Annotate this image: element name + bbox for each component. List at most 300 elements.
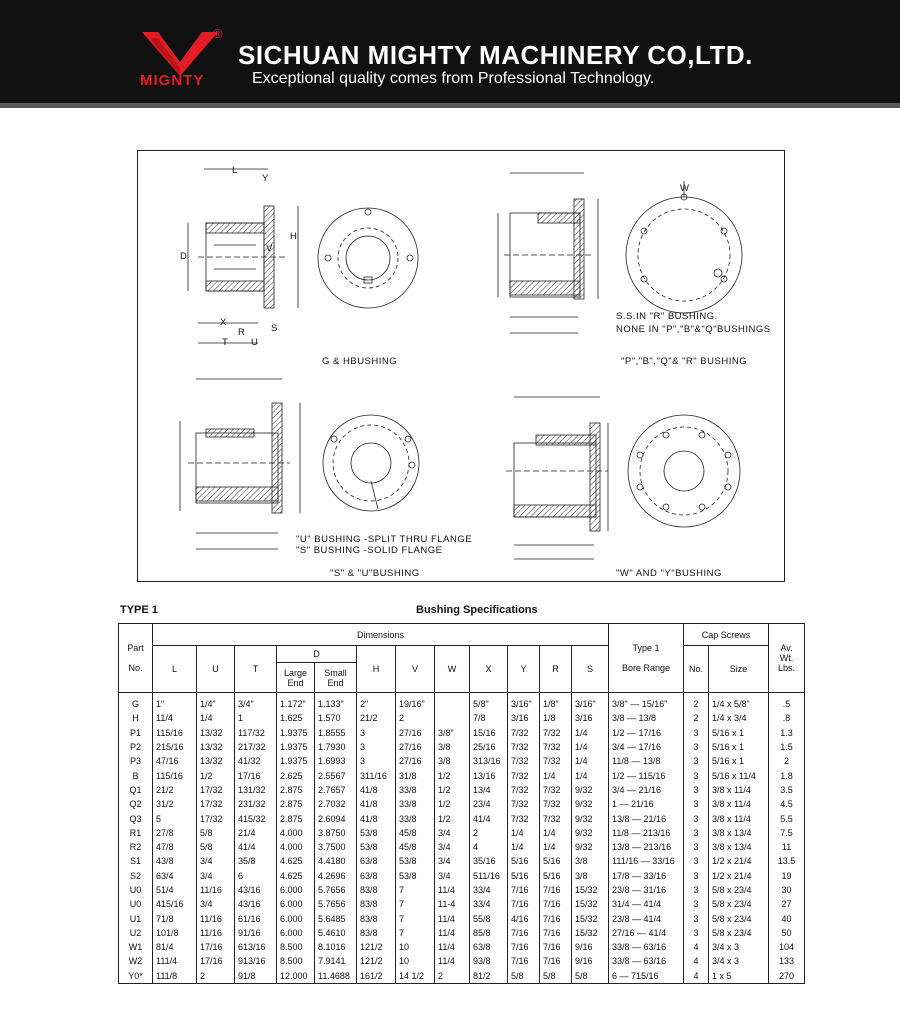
cell-l: 111/4	[153, 954, 197, 968]
cell-cap-no: 3	[684, 740, 709, 754]
table-row	[119, 783, 805, 797]
cell-l: 1"	[153, 693, 197, 712]
cell-w: 1/2	[435, 811, 470, 825]
cell-w: 11/4	[435, 926, 470, 940]
cell-part: Q2	[119, 797, 153, 811]
cell-cap-size: 1/2 x 21/4	[709, 854, 769, 868]
cell-part: P2	[119, 740, 153, 754]
cell-l: 47/16	[153, 754, 197, 768]
cell-weight: 1.8	[769, 768, 805, 782]
cell-part: S1	[119, 854, 153, 868]
table-row	[119, 811, 805, 825]
table-row	[119, 826, 805, 840]
cell-w: 3/4	[435, 840, 470, 854]
cell-d-small: 5.7656	[315, 897, 357, 911]
cell-weight: 3.5	[769, 783, 805, 797]
brand-wordmark: MIGNTY	[140, 72, 205, 89]
cell-cap-no: 3	[684, 897, 709, 911]
cell-cap-size: 3/8 x 11/4	[709, 811, 769, 825]
cell-h: 41/8	[357, 811, 396, 825]
cell-d-large: 1.172"	[277, 693, 315, 712]
cell-u: 1/2	[197, 768, 235, 782]
cell-v: 7	[396, 911, 435, 925]
header-l: L	[153, 646, 197, 693]
cell-bore-range: 17/8 — 33/16	[609, 869, 684, 883]
company-slogan: Exceptional quality comes from Professional Technology.	[252, 70, 655, 87]
cell-w: 1/2	[435, 797, 470, 811]
cell-h: 3	[357, 740, 396, 754]
cell-t: 91/16	[235, 926, 277, 940]
cell-bore-range: 3/4 — 21/16	[609, 783, 684, 797]
cell-bore-range: 23/8 — 41/4	[609, 911, 684, 925]
cell-part: W2	[119, 954, 153, 968]
header-d: D	[277, 646, 357, 663]
spec-table-body	[119, 693, 805, 984]
cell-d-small: 1.133"	[315, 693, 357, 712]
pbqr-note-1: S.S.IN "R" BUSHING.	[616, 311, 718, 322]
cell-u: 2	[197, 969, 235, 984]
cell-x: 7/8	[470, 711, 508, 725]
cell-h: 121/2	[357, 940, 396, 954]
header-bore-range: Bore Range	[622, 663, 671, 673]
cell-cap-size: 5/16 x 1	[709, 740, 769, 754]
cell-v: 7	[396, 883, 435, 897]
cell-r: 1/4	[540, 768, 572, 782]
cell-l: 27/8	[153, 826, 197, 840]
cell-h: 83/8	[357, 926, 396, 940]
cell-weight: 27	[769, 897, 805, 911]
cell-d-large: 4.000	[277, 840, 315, 854]
header-large-end: Large End	[277, 663, 315, 693]
cell-part: S2	[119, 869, 153, 883]
cell-d-small: 4.4180	[315, 854, 357, 868]
cell-u: 11/16	[197, 883, 235, 897]
cell-d-small: 2.7657	[315, 783, 357, 797]
cell-l: 101/8	[153, 926, 197, 940]
header-av: Av.	[780, 643, 793, 653]
cell-u: 11/16	[197, 926, 235, 940]
cell-bore-range: 33/8 — 63/16	[609, 954, 684, 968]
table-row	[119, 869, 805, 883]
header-w: W	[435, 646, 470, 693]
cell-w: 11/4	[435, 911, 470, 925]
cell-w: 2	[435, 969, 470, 984]
header-weight	[769, 624, 805, 693]
cell-d-small: 1.8555	[315, 726, 357, 740]
cell-s: 1/4	[572, 740, 609, 754]
cell-v: 10	[396, 940, 435, 954]
cell-r: 7/16	[540, 926, 572, 940]
cell-cap-size: 1 x 5	[709, 969, 769, 984]
cell-y: 7/32	[508, 726, 540, 740]
cell-s: 3/16"	[572, 693, 609, 712]
cell-x: 25/16	[470, 740, 508, 754]
cell-y: 5/8	[508, 969, 540, 984]
cell-cap-size: 5/8 x 23/4	[709, 883, 769, 897]
dim-label-l: L	[232, 165, 238, 176]
table-row	[119, 940, 805, 954]
cell-t: 21/4	[235, 826, 277, 840]
cell-v: 33/8	[396, 797, 435, 811]
cell-s: 9/32	[572, 797, 609, 811]
cell-weight: 11	[769, 840, 805, 854]
cell-part: H	[119, 711, 153, 725]
cell-h: 161/2	[357, 969, 396, 984]
cell-bore-range: 3/8" — 15/16"	[609, 693, 684, 712]
cell-r: 1/8"	[540, 693, 572, 712]
cell-y: 7/32	[508, 740, 540, 754]
cell-y: 7/16	[508, 897, 540, 911]
cell-cap-no: 3	[684, 797, 709, 811]
header-dimensions: Dimensions	[153, 624, 609, 646]
cell-t: 6	[235, 869, 277, 883]
pbqr-bushing-drawing	[498, 173, 742, 333]
cell-y: 3/16"	[508, 693, 540, 712]
cell-bore-range: 13/8 — 213/16	[609, 840, 684, 854]
cell-v: 7	[396, 897, 435, 911]
cell-part: B	[119, 768, 153, 782]
cell-bore-range: 6 — 715/16	[609, 969, 684, 984]
cell-l: 115/16	[153, 726, 197, 740]
cell-bore-range: 13/8 — 21/16	[609, 811, 684, 825]
header-part-no: No.	[128, 663, 143, 673]
cell-l: 11/4	[153, 711, 197, 725]
cell-weight: 7.5	[769, 826, 805, 840]
cell-u: 3/4	[197, 897, 235, 911]
cell-cap-size: 1/4 x 5/8"	[709, 693, 769, 712]
cell-cap-size: 3/4 x 3	[709, 954, 769, 968]
cell-weight: 30	[769, 883, 805, 897]
cell-weight: 270	[769, 969, 805, 984]
cell-l: 115/16	[153, 768, 197, 782]
cell-cap-no: 3	[684, 840, 709, 854]
cell-cap-no: 2	[684, 693, 709, 712]
cell-cap-no: 3	[684, 883, 709, 897]
cell-part: U2	[119, 926, 153, 940]
cell-w: 11/4	[435, 954, 470, 968]
cell-y: 1/4	[508, 826, 540, 840]
cell-d-large: 6.000	[277, 897, 315, 911]
cell-weight: .8	[769, 711, 805, 725]
cell-v: 33/8	[396, 811, 435, 825]
cell-cap-no: 4	[684, 969, 709, 984]
header-small-end: Small End	[315, 663, 357, 693]
cell-r: 7/32	[540, 797, 572, 811]
wy-bushing-drawing	[506, 397, 740, 559]
cell-r: 7/16	[540, 911, 572, 925]
cell-d-small: 1.7930	[315, 740, 357, 754]
pbqr-note-2: NONE IN "P","B"&"Q"BUSHINGS	[616, 324, 771, 335]
cell-w	[435, 711, 470, 725]
cell-x: 511/16	[470, 869, 508, 883]
cell-t: 91/8	[235, 969, 277, 984]
cell-s: 9/32	[572, 783, 609, 797]
cell-t: 3/4"	[235, 693, 277, 712]
cell-s: 9/32	[572, 826, 609, 840]
cell-t: 131/32	[235, 783, 277, 797]
bushing-drawings-panel	[137, 150, 785, 582]
cell-x: 93/8	[470, 954, 508, 968]
cell-l: 31/2	[153, 797, 197, 811]
cell-v: 10	[396, 954, 435, 968]
cell-d-large: 1.9375	[277, 726, 315, 740]
cell-bore-range: 27/16 — 41/4	[609, 926, 684, 940]
cell-d-small: 5.4610	[315, 926, 357, 940]
cell-h: 83/8	[357, 883, 396, 897]
cell-v: 27/16	[396, 754, 435, 768]
cell-l: 63/4	[153, 869, 197, 883]
cell-d-large: 2.875	[277, 783, 315, 797]
cell-h: 21/2	[357, 711, 396, 725]
dim-label-u: U	[251, 337, 259, 348]
header-x: X	[470, 646, 508, 693]
cell-v: 7	[396, 926, 435, 940]
cell-t: 43/16	[235, 897, 277, 911]
cell-t: 1	[235, 711, 277, 725]
cell-part: U1	[119, 911, 153, 925]
cell-cap-no: 3	[684, 826, 709, 840]
cell-x: 35/16	[470, 854, 508, 868]
cell-h: 83/8	[357, 911, 396, 925]
cell-h: 53/8	[357, 826, 396, 840]
table-row	[119, 768, 805, 782]
cell-u: 17/32	[197, 783, 235, 797]
table-row	[119, 726, 805, 740]
cell-d-small: 1.570	[315, 711, 357, 725]
cell-s: 9/32	[572, 811, 609, 825]
dim-label-s: S	[271, 323, 278, 334]
cell-u: 5/8	[197, 826, 235, 840]
dim-label-y: Y	[262, 173, 269, 184]
cell-s: 1/4	[572, 726, 609, 740]
cell-weight: 50	[769, 926, 805, 940]
cell-r: 1/8	[540, 711, 572, 725]
cell-cap-no: 3	[684, 726, 709, 740]
cell-part: Q3	[119, 811, 153, 825]
cell-d-small: 8.1016	[315, 940, 357, 954]
cell-d-large: 8.500	[277, 940, 315, 954]
cell-y: 7/32	[508, 754, 540, 768]
table-row	[119, 911, 805, 925]
cell-y: 7/32	[508, 811, 540, 825]
cell-weight: 2	[769, 754, 805, 768]
cell-y: 5/16	[508, 869, 540, 883]
cell-part: R2	[119, 840, 153, 854]
cell-h: 53/8	[357, 840, 396, 854]
header-cap-screws: Cap Screws	[684, 624, 769, 646]
cell-r: 1/4	[540, 840, 572, 854]
header-cap-no: No.	[684, 646, 709, 693]
dim-label-t: T	[222, 337, 229, 348]
cell-weight: 5.5	[769, 811, 805, 825]
header-y: Y	[508, 646, 540, 693]
cell-h: 41/8	[357, 797, 396, 811]
cell-cap-size: 3/8 x 13/4	[709, 826, 769, 840]
bushing-spec-table	[118, 623, 805, 984]
cell-y: 7/16	[508, 926, 540, 940]
dim-label-d: D	[180, 251, 188, 262]
header-part	[119, 624, 153, 693]
cell-cap-size: 5/16 x 1	[709, 726, 769, 740]
cell-weight: 40	[769, 911, 805, 925]
cell-v: 14 1/2	[396, 969, 435, 984]
header-t: T	[235, 646, 277, 693]
table-row	[119, 754, 805, 768]
cell-r: 5/16	[540, 869, 572, 883]
cell-x: 23/4	[470, 797, 508, 811]
banner-stripe	[0, 103, 900, 108]
cell-t: 415/32	[235, 811, 277, 825]
cell-w: 3/4	[435, 826, 470, 840]
wy-bushing-caption: "W" AND "Y"BUSHING	[616, 568, 722, 579]
cell-h: 41/8	[357, 783, 396, 797]
cell-cap-size: 5/16 x 11/4	[709, 768, 769, 782]
cell-u: 13/32	[197, 740, 235, 754]
cell-d-large: 6.000	[277, 911, 315, 925]
cell-weight: 133	[769, 954, 805, 968]
cell-cap-size: 1/4 x 3/4	[709, 711, 769, 725]
cell-cap-no: 4	[684, 940, 709, 954]
cell-r: 7/16	[540, 954, 572, 968]
cell-w: 3/8	[435, 754, 470, 768]
cell-d-small: 2.6094	[315, 811, 357, 825]
cell-d-large: 6.000	[277, 883, 315, 897]
cell-t: 217/32	[235, 740, 277, 754]
table-row	[119, 797, 805, 811]
cell-s: 5/8	[572, 969, 609, 984]
cell-cap-no: 4	[684, 954, 709, 968]
cell-part: G	[119, 693, 153, 712]
cell-bore-range: 11/8 — 13/8	[609, 754, 684, 768]
cell-weight: 1.3	[769, 726, 805, 740]
cell-bore-range: 1/2 — 17/16	[609, 726, 684, 740]
cell-h: 63/8	[357, 869, 396, 883]
cell-v: 19/16"	[396, 693, 435, 712]
cell-y: 5/16	[508, 854, 540, 868]
cell-weight: 1.5	[769, 740, 805, 754]
cell-y: 7/32	[508, 783, 540, 797]
cell-d-large: 4.625	[277, 869, 315, 883]
cell-d-small: 2.7032	[315, 797, 357, 811]
su-note-2: "S" BUSHING -SOLID FLANGE	[296, 545, 443, 556]
cell-d-small: 7.9141	[315, 954, 357, 968]
cell-r: 7/16	[540, 940, 572, 954]
cell-h: 121/2	[357, 954, 396, 968]
cell-bore-range: 3/4 — 17/16	[609, 740, 684, 754]
cell-l: 415/16	[153, 897, 197, 911]
cell-s: 9/32	[572, 840, 609, 854]
cell-bore-range: 111/16 — 33/16	[609, 854, 684, 868]
cell-d-large: 2.875	[277, 811, 315, 825]
cell-v: 2	[396, 711, 435, 725]
cell-w: 1/2	[435, 768, 470, 782]
cell-part: Y0*	[119, 969, 153, 984]
cell-w: 11/4	[435, 940, 470, 954]
cell-t: 35/8	[235, 854, 277, 868]
cell-x: 41/4	[470, 811, 508, 825]
cell-cap-no: 3	[684, 911, 709, 925]
cell-x: 33/4	[470, 883, 508, 897]
cell-w: 11-4	[435, 897, 470, 911]
table-row	[119, 840, 805, 854]
cell-v: 27/16	[396, 726, 435, 740]
cell-u: 3/4	[197, 869, 235, 883]
cell-x: 63/8	[470, 940, 508, 954]
cell-cap-no: 2	[684, 711, 709, 725]
cell-s: 1/4	[572, 768, 609, 782]
cell-cap-size: 5/8 x 23/4	[709, 926, 769, 940]
cell-cap-size: 3/8 x 11/4	[709, 783, 769, 797]
cell-s: 1/4	[572, 754, 609, 768]
cell-r: 7/32	[540, 783, 572, 797]
cell-part: P1	[119, 726, 153, 740]
cell-bore-range: 1 — 21/16	[609, 797, 684, 811]
cell-cap-size: 5/8 x 23/4	[709, 911, 769, 925]
cell-x: 55/8	[470, 911, 508, 925]
cell-t: 17/16	[235, 768, 277, 782]
cell-s: 15/32	[572, 897, 609, 911]
cell-cap-size: 3/4 x 3	[709, 940, 769, 954]
cell-x: 5/8"	[470, 693, 508, 712]
cell-cap-size: 3/8 x 13/4	[709, 840, 769, 854]
cell-v: 33/8	[396, 783, 435, 797]
cell-d-large: 4.625	[277, 854, 315, 868]
su-bushing-caption: "S" & "U"BUSHING	[330, 568, 420, 579]
cell-bore-range: 11/8 — 213/16	[609, 826, 684, 840]
cell-part: R1	[119, 826, 153, 840]
cell-cap-no: 3	[684, 854, 709, 868]
cell-part: U0	[119, 897, 153, 911]
cell-d-small: 2.5567	[315, 768, 357, 782]
cell-cap-size: 5/8 x 23/4	[709, 897, 769, 911]
cell-bore-range: 3/8 — 13/8	[609, 711, 684, 725]
cell-s: 15/32	[572, 883, 609, 897]
cell-t: 613/16	[235, 940, 277, 954]
cell-w	[435, 693, 470, 712]
cell-u: 13/32	[197, 754, 235, 768]
cell-h: 3	[357, 726, 396, 740]
cell-y: 3/16	[508, 711, 540, 725]
cell-t: 43/16	[235, 883, 277, 897]
cell-x: 4	[470, 840, 508, 854]
cell-cap-no: 3	[684, 768, 709, 782]
cell-d-small: 3.7500	[315, 840, 357, 854]
cell-l: 47/8	[153, 840, 197, 854]
header-s: S	[572, 646, 609, 693]
cell-t: 913/16	[235, 954, 277, 968]
cell-weight: .5	[769, 693, 805, 712]
cell-s: 9/16	[572, 954, 609, 968]
cell-t: 41/4	[235, 840, 277, 854]
cell-s: 3/16	[572, 711, 609, 725]
su-bushing-drawing	[180, 379, 419, 549]
header-type1-label: Type 1	[632, 643, 660, 653]
cell-u: 17/16	[197, 954, 235, 968]
type-label: TYPE 1	[120, 604, 158, 616]
cell-u: 11/16	[197, 911, 235, 925]
cell-d-large: 1.625	[277, 711, 315, 725]
cell-part: W1	[119, 940, 153, 954]
cell-weight: 4.5	[769, 797, 805, 811]
cell-l: 81/4	[153, 940, 197, 954]
cell-y: 7/16	[508, 954, 540, 968]
header-v: V	[396, 646, 435, 693]
cell-cap-size: 3/8 x 11/4	[709, 797, 769, 811]
table-row	[119, 693, 805, 712]
cell-y: 7/32	[508, 797, 540, 811]
cell-r: 7/32	[540, 726, 572, 740]
cell-weight: 19	[769, 869, 805, 883]
